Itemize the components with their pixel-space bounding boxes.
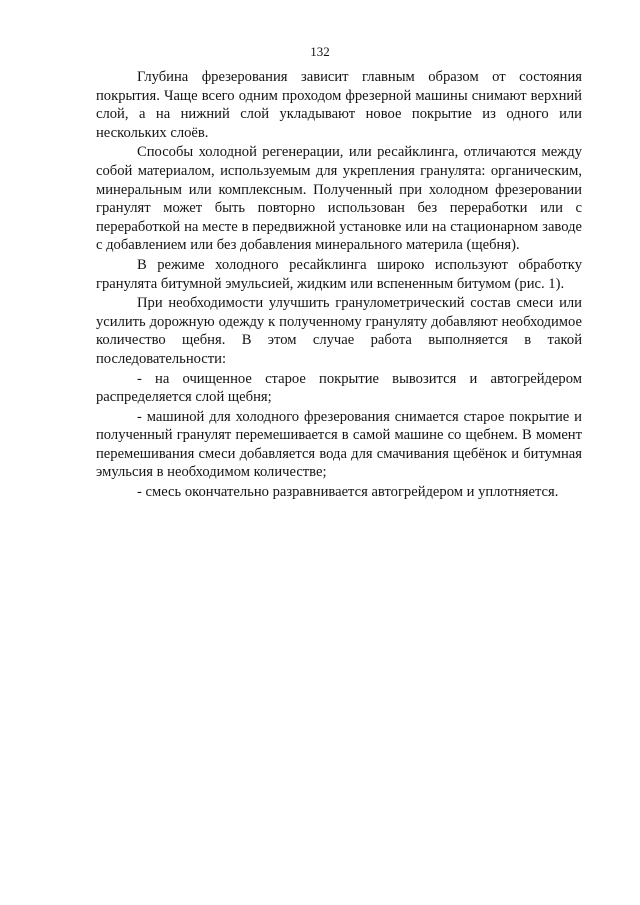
list-item-mill-and-mix: - машиной для холодного фрезерования снимается старое покрытие и полученный гранулят перемешивается в самой машине со щебнем. В момент перемешивания смеси добавляется вода для смачивания щебёнок и битумная эмульсия в необходимом количестве;: [96, 408, 582, 481]
paragraph-crushed-stone-addition: При необходимости улучшить гранулометрический состав смеси или усилить дорожную одежду к полученному грануляту добавляют необходимое количество щебня. В этом случае работа выполняется в такой последовательности:: [96, 295, 582, 367]
paragraph-cold-regeneration-methods: Способы холодной регенерации, или ресайклинга, отличаются между собой материалом, используемым для укрепления гранулята: органическим, минеральным или комплексным. Полученный при холодном фрезеровании гранулят может быть повторно использован без переработки или с переработкой на месте в передвижной установке или на стационарном заводе с добавлением или без добавления минерального материла (щебня).: [96, 144, 582, 254]
paragraph-bitumen-treatment: В режиме холодного ресайклинга широко используют обработку гранулята битумной эмульсией, жидким или вспененным битумом (рис. 1).: [96, 256, 582, 292]
paragraph-milling-depth: Глубина фрезерования зависит главным образом от состояния покрытия. Чаще всего одним проходом фрезерной машины снимают верхний слой, а на нижний слой укладывают новое покрытие из одного или нескольких слоёв.: [96, 69, 582, 141]
text-body: [96, 68, 582, 502]
page-number: 132: [310, 44, 330, 59]
list-item-level-and-compact: - смесь окончательно разравнивается автогрейдером и уплотняется.: [137, 484, 559, 501]
list-item-spread-crushed-stone: - на очищенное старое покрытие вывозится и автогрейдером распределяется слой щебня;: [96, 370, 582, 406]
